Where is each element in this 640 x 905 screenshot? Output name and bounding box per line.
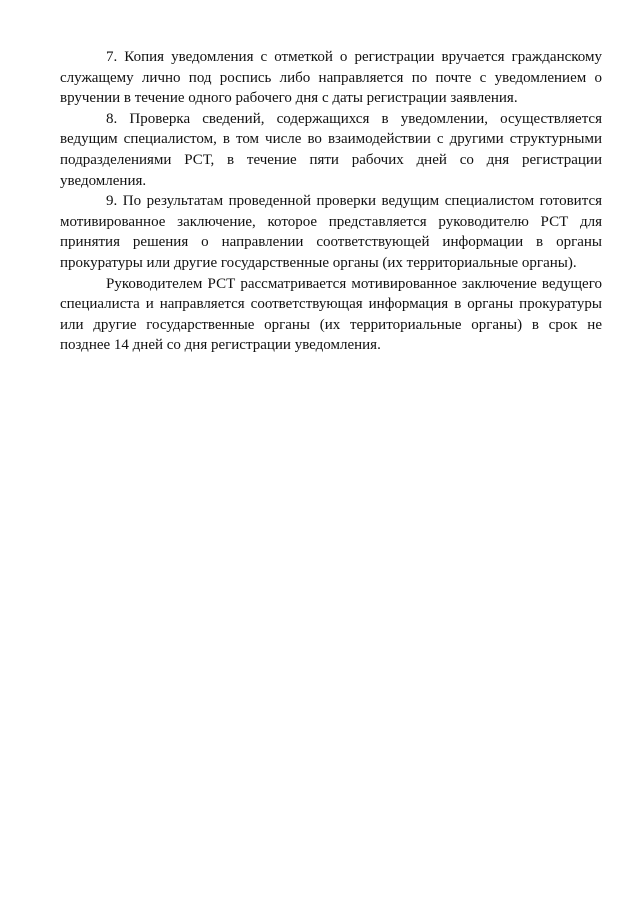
paragraph-8: 8. Проверка сведений, содержащихся в уведомлении, осуществляется ведущим специалистом, в том числе во взаимодействии с другими структурными подразделениями РСТ, в течение пяти рабочих дней со дня регистрации уведомления. bbox=[60, 110, 602, 189]
document-page bbox=[60, 47, 602, 356]
paragraph-9: 9. По результатам проведенной проверки ведущим специалистом готовится мотивированное заключение, которое представляется руководителю РСТ для принятия решения о направлении соответствующей информации в органы прокуратуры или другие государственные органы (их территориальные органы). bbox=[60, 193, 602, 271]
paragraph-7: 7. Копия уведомления с отметкой о регистрации вручается гражданскому служащему лично под роспись либо направляется по почте с уведомлением о вручении в течение одного рабочего дня с даты регистрации заявления. bbox=[60, 49, 602, 107]
paragraph-9-continuation: Руководителем РСТ рассматривается мотивированное заключение ведущего специалиста и направляется соответствующая информация в органы прокуратуры или другие государственные органы (их территориальные органы) в срок не позднее 14 дней со дня регистрации уведомления. bbox=[60, 275, 602, 354]
